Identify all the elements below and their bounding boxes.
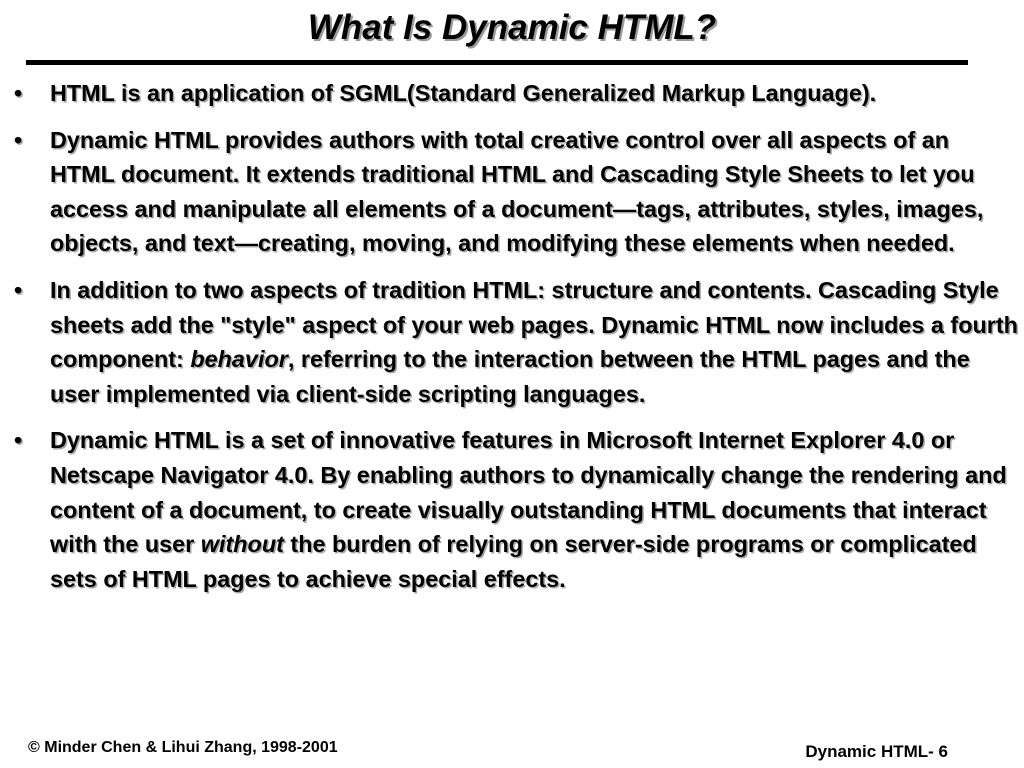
title-divider: [26, 60, 968, 65]
bullet-marker: •: [14, 80, 23, 106]
bullet-emphasis: without: [200, 531, 284, 558]
bullet-text: Dynamic HTML is a set of innovative features in Microsoft Internet Explorer 4.0 or Netscape Navigator 4.0. By enabling authors to dynamically change the rendering and content of a document, to create visually outstanding HTML documents that interact with the user: [50, 427, 1007, 558]
bullet-text: , referring to the interaction between the HTML pages and the user implemented via client-side scripting languages.: [50, 346, 970, 407]
bullet-marker: •: [14, 427, 23, 454]
copyright-footer: © Minder Chen & Lihui Zhang, 1998-2001: [28, 739, 338, 756]
bullet-text: In addition to two aspects of tradition HTML: structure and contents. Cascading Style sheets add the "style" aspect of your web pages. Dynamic HTML now includes a fourth component:: [50, 276, 1018, 373]
bullet-list: [0, 76, 1024, 608]
bullet-text: HTML is an application of SGML(Standard Generalized Markup Language).: [50, 80, 877, 106]
bullet-item: [0, 123, 1024, 261]
bullet-item: [0, 423, 1024, 596]
bullet-item: [0, 273, 1024, 411]
slide-title: What Is Dynamic HTML?: [307, 8, 717, 47]
bullet-text: the burden of relying on server-side programs or complicated sets of HTML pages to achieve special effects.: [50, 531, 977, 592]
bullet-text: Dynamic HTML provides authors with total creative control over all aspects of an HTML document. It extends traditional HTML and Cascading Style Sheets to let you access and manipulate all elements of a document—tags, attributes, styles, images, objects, and text—creating, moving, and modifying these elements when needed.: [50, 126, 984, 257]
bullet-marker: •: [14, 126, 23, 153]
bullet-item: [0, 76, 1024, 111]
bullet-emphasis: behavior: [190, 346, 288, 373]
bullet-marker: •: [14, 276, 23, 303]
page-label-footer: Dynamic HTML- 6: [805, 742, 948, 761]
